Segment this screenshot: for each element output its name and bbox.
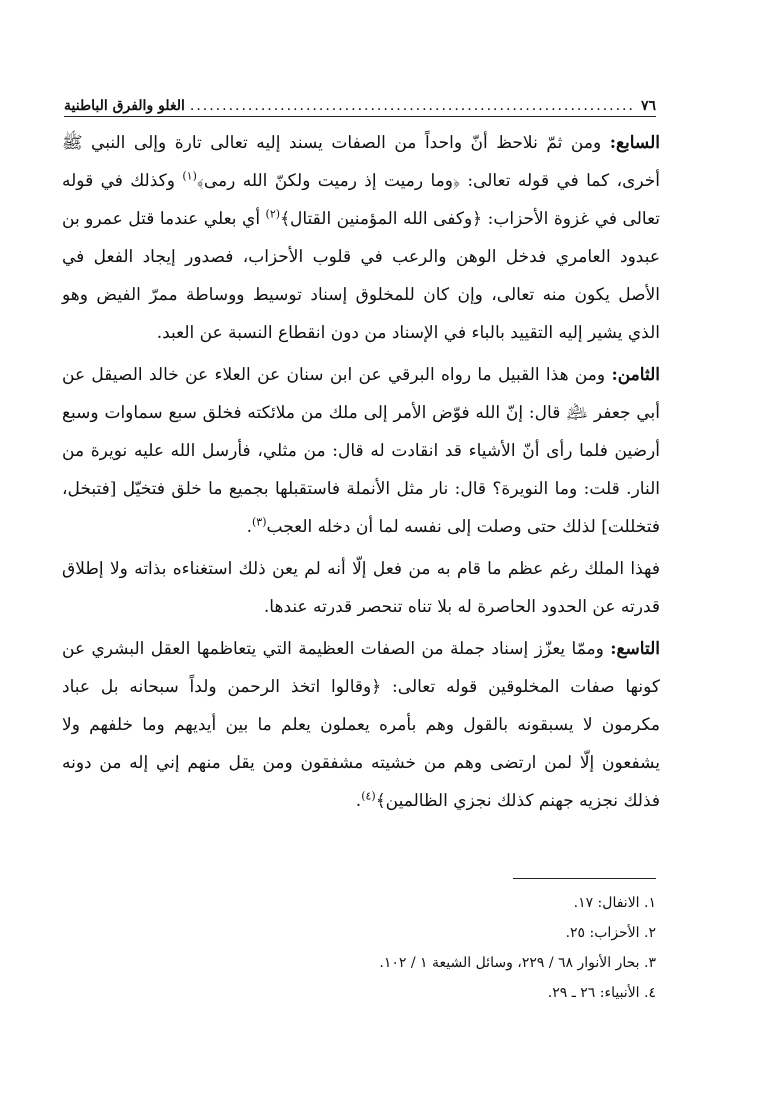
footnote-item: ١. الانفال: ١٧. [573,895,656,911]
paragraph-text: ومن ثمّ نلاحظ أنّ واحداً من الصفات يسند إليه تعالى تارة وإلى النبي ﷺ أخرى، كما في قوله تعالى: ﴿وما رميت إذ رميت ولكنّ الله رمى﴾ [62,133,660,191]
footnote-ref[interactable]: (٢) [265,207,281,221]
footnote-item: ٢. الأحزاب: ٢٥. [565,925,656,941]
paragraph-text: أي بعلي عندما قتل عمرو بن عبدود العامري فدخل الوهن والرعب في قلوب الأحزاب، فصدور إيجاد الفعل في الأصل يكون منه تعالى، وإن كان للمخلوق إسناد توسيط ووساطة ممرّ الفيض وهو الذي يشير إليه التقييد بالباء في الإسناد من دون انقطاع النسبة عن العبد. [62,209,660,343]
page-number: ٧٦ [640,98,656,114]
leader-dots [191,98,635,114]
footnote-item: ٣. بحار الأنوار ٦٨ / ٢٢٩، وسائل الشيعة ١ / ١٠٢. [379,955,656,971]
paragraph-ninth [62,630,660,820]
paragraph-lead: التاسع: [610,639,660,659]
footnote-rule [513,878,656,879]
footnote-item: ٤. الأنبياء: ٢٦ ـ ٢٩. [547,985,656,1001]
paragraph-text: . [246,517,252,537]
paragraph-text: وممّا يعزّز إسناد جملة من الصفات العظيمة التي يتعاظمها العقل البشري عن كونها صفات المخلوقين قوله تعالى: ﴿وقالوا اتخذ الرحمن ولداً سبحانه بل عباد مكرمون لا يسبقونه بالقول وهم بأمره يعملون يعلم ما بين أيديهم وما خلفهم ولا يشفعون إلّا لمن ارتضى وهم من خشيته مشفقون ومن يقل منهم إني إله من دونه فذلك نجزيه جهنم كذلك نجزي الظالمين﴾ [62,639,660,811]
footnote-ref[interactable]: (٣) [251,515,267,529]
paragraph-seventh [62,124,660,352]
paragraph-text: . [355,791,362,811]
paragraph-lead: الثامن: [611,365,660,385]
footnote-ref[interactable]: (٤) [361,789,376,803]
body-text [62,124,660,824]
footnote-ref[interactable]: (١) [182,169,197,183]
paragraph-eighth [62,356,660,546]
paragraph-text: ومن هذا القبيل ما رواه البرقي عن ابن سنان عن العلاء عن خالد الصيقل عن أبي جعفر ﵇ قال: إنّ الله فوّض الأمر إلى ملك من ملائكته فخلق سبع سماوات وسبع أرضين فلما رأى أنّ الأشياء قد انقادت له قال: من مثلي، فأرسل الله عليه نويرة من النار. قلت: وما النويرة؟ قال: نار مثل الأنملة فاستقبلها بجميع ما خلق فتخيّل [فتبخل، فتخللت] لذلك حتى وصلت إلى نفسه لما أن دخله العجب [62,365,660,537]
footnotes [300,888,656,1008]
header-rule [64,116,656,117]
running-header [64,92,656,114]
paragraph-commentary [62,550,660,626]
running-title: الغلو والفرق الباطنية [64,98,185,114]
paragraph-text: فهذا الملك رغم عظم ما قام به من فعل إلّا أنه لم يعن ذلك استغناءه بذاته ولا إطلاق قدرته عن الحدود الحاصرة له بلا تناه تنحصر قدرته عندها. [62,559,660,617]
paragraph-lead: السابع: [609,133,660,153]
paragraph-text: وكذلك في قوله تعالى في غزوة الأحزاب: ﴿وكفى الله المؤمنين القتال﴾ [62,171,661,229]
